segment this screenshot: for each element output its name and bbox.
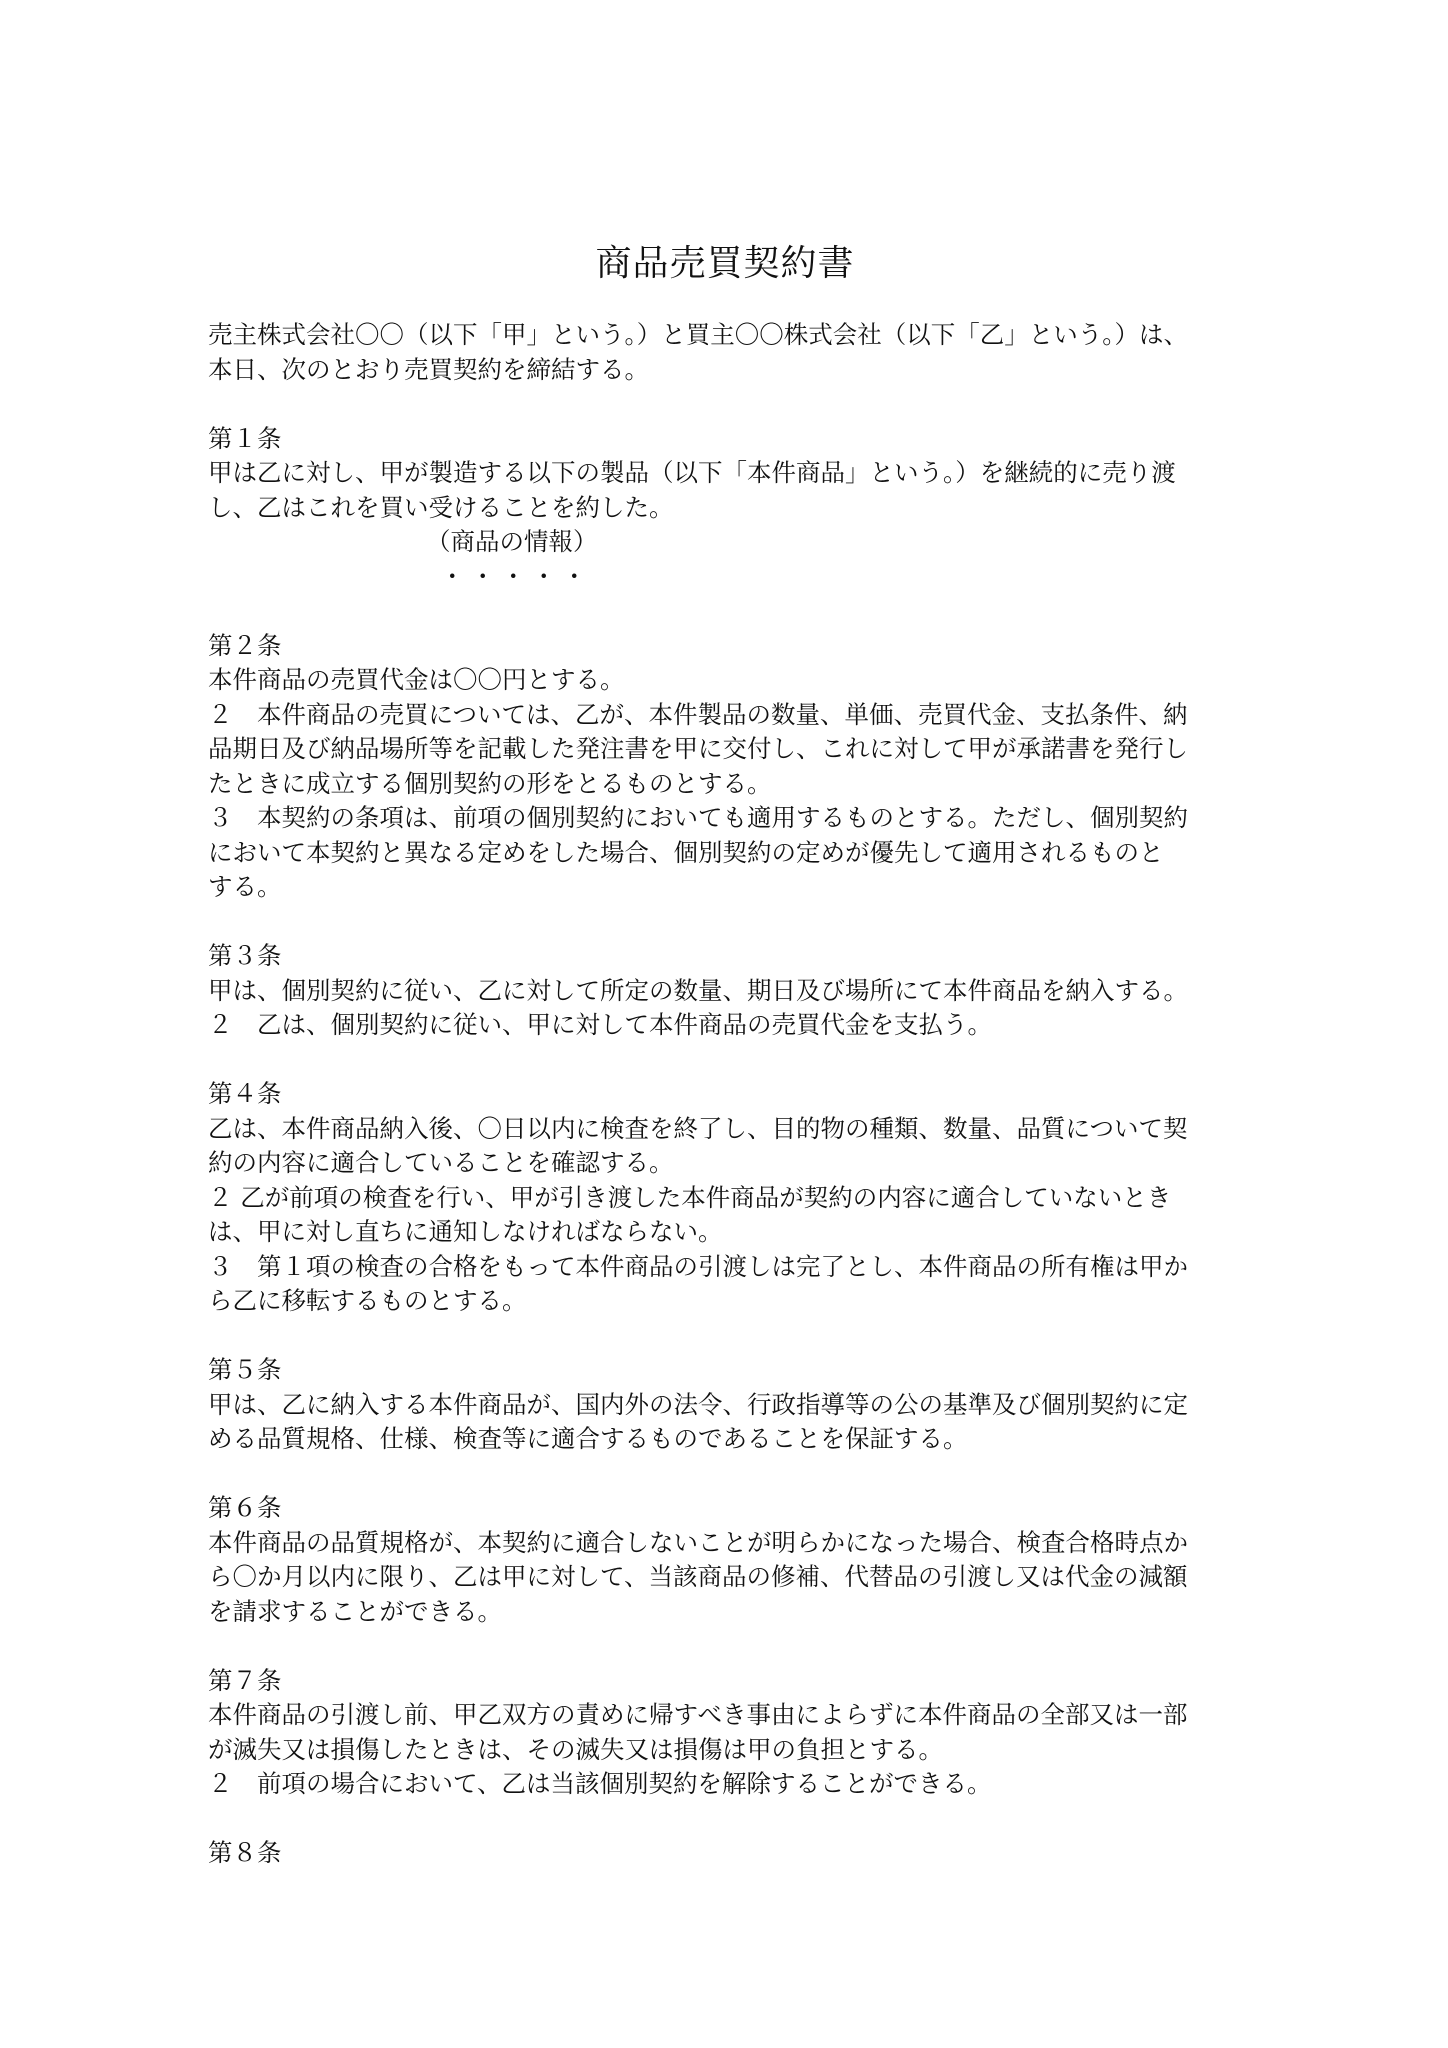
article-line: 本件商品の引渡し前、甲乙双方の責めに帰すべき事由によらずに本件商品の全部又は一部: [208, 1700, 1188, 1729]
article-7: [208, 1664, 1242, 1802]
article-line: める品質規格、仕様、検査等に適合するものであることを保証する。: [208, 1424, 968, 1453]
article-line: が滅失又は損傷したときは、その滅失又は損傷は甲の負担とする。: [208, 1734, 943, 1764]
intro-section: [208, 318, 1242, 387]
intro-line: 本日、次のとおり売買契約を締結する。: [208, 354, 649, 384]
article-heading: 第４条: [208, 1079, 282, 1108]
article-4: [208, 1077, 1242, 1319]
article-8: [208, 1836, 1242, 1871]
article-line: ら乙に移転するものとする。: [208, 1286, 527, 1315]
document-title: 商品売買契約書: [595, 243, 855, 284]
article-5: [208, 1353, 1242, 1457]
article-line: 本件商品の売買代金は〇〇円とする。: [208, 665, 625, 694]
article-6: [208, 1491, 1242, 1629]
article-line: は、甲に対し直ちに通知しなければならない。: [208, 1217, 723, 1246]
article-1: [208, 422, 1242, 595]
article-line: を請求することができる。: [208, 1596, 502, 1626]
article-line: 約の内容に適合していることを確認する。: [208, 1148, 674, 1177]
article-heading: 第２条: [208, 630, 282, 660]
article-line: 品期日及び納品場所等を記載した発注書を甲に交付し、これに対して甲が承諾書を発行し: [208, 734, 1188, 763]
article-line: ３ 第１項の検査の合格をもって本件商品の引渡しは完了とし、本件商品の所有権は甲か: [208, 1251, 1188, 1281]
article-heading: 第５条: [208, 1355, 282, 1384]
article-line: ３ 本契約の条項は、前項の個別契約においても適用するものとする。ただし、個別契約: [208, 803, 1188, 832]
article-line: し、乙はこれを買い受けることを約した。: [208, 492, 674, 522]
article-line: ら〇か月以内に限り、乙は甲に対して、当該商品の修補、代替品の引渡し又は代金の減額: [208, 1562, 1188, 1591]
intro-line: 売主株式会社〇〇（以下「甲」という。）と買主〇〇株式会社（以下「乙」という。）は、: [208, 320, 1188, 349]
article-heading: 第８条: [208, 1838, 282, 1867]
article-line: ２ 前項の場合において、乙は当該個別契約を解除することができる。: [208, 1769, 992, 1798]
article-line: において本契約と異なる定めをした場合、個別契約の定めが優先して適用されるものと: [208, 837, 1164, 867]
article-heading: 第６条: [208, 1493, 282, 1522]
article-line: ２ 乙は、個別契約に従い、甲に対して本件商品の売買代金を支払う。: [208, 1010, 992, 1039]
article-line: 甲は乙に対し、甲が製造する以下の製品（以下「本件商品」という。）を継続的に売り渡: [208, 458, 1176, 487]
article-line: 乙は、本件商品納入後、〇日以内に検査を終了し、目的物の種類、数量、品質について契: [208, 1113, 1188, 1143]
article-line: する。: [208, 872, 282, 901]
article-line: 本件商品の品質規格が、本契約に適合しないことが明らかになった場合、検査合格時点か: [208, 1527, 1188, 1557]
article-2: [208, 629, 1242, 905]
article-line: ２ 本件商品の売買については、乙が、本件製品の数量、単価、売買代金、支払条件、納: [208, 699, 1188, 729]
article-heading: 第１条: [208, 423, 282, 453]
article-line: 甲は、個別契約に従い、乙に対して所定の数量、期日及び場所にて本件商品を納入する。: [208, 975, 1188, 1005]
article-line: ２ 乙が前項の検査を行い、甲が引き渡した本件商品が契約の内容に適合していないとき: [208, 1182, 1172, 1212]
article-3: [208, 939, 1242, 1043]
article-heading: 第３条: [208, 941, 282, 970]
product-info-dots: ・・・・・: [440, 561, 593, 591]
article-heading: 第７条: [208, 1665, 282, 1695]
article-line: 甲は、乙に納入する本件商品が、国内外の法令、行政指導等の公の基準及び個別契約に定: [208, 1389, 1188, 1419]
article-line: たときに成立する個別契約の形をとるものとする。: [208, 768, 772, 798]
product-info-label: （商品の情報）: [426, 527, 598, 556]
